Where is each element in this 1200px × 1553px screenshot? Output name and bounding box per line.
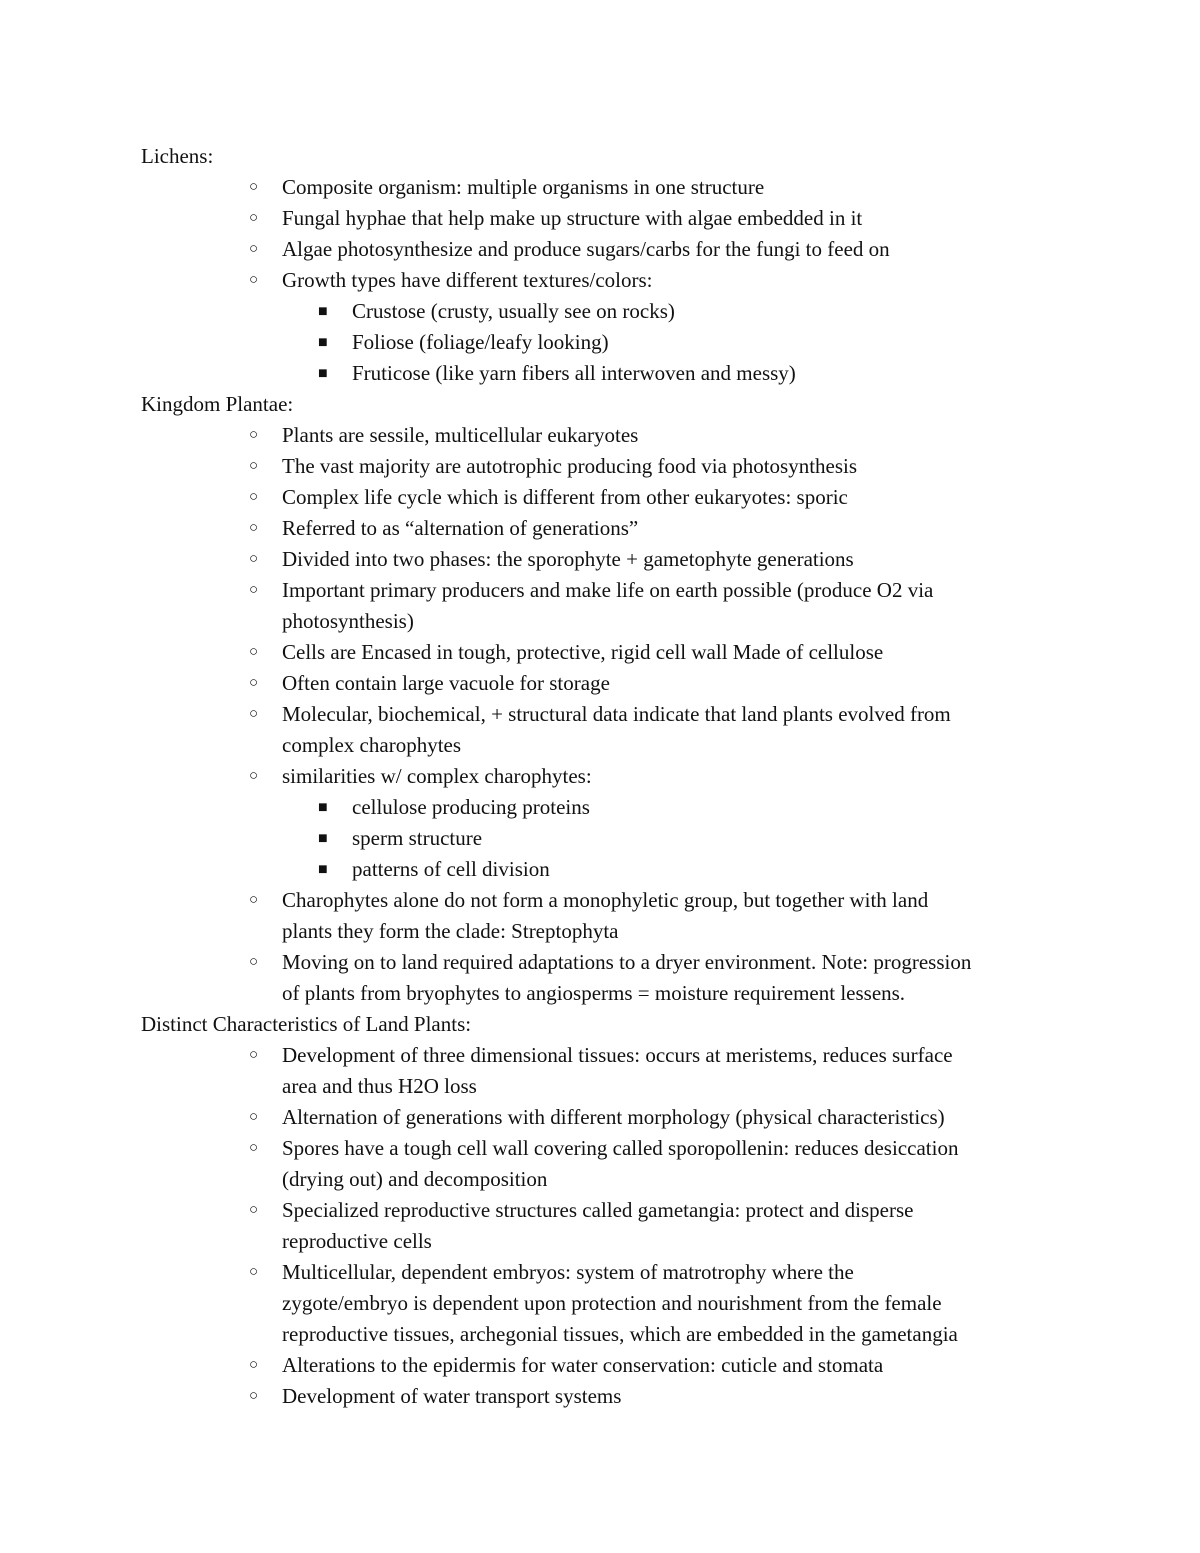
list-item-text: Plants are sessile, multicellular eukaryotes — [282, 423, 639, 447]
list-item-text: Charophytes alone do not form a monophyletic group, but together with land — [282, 888, 929, 912]
list-item-text: similarities w/ complex charophytes: — [282, 764, 592, 788]
list-item-text: Spores have a tough cell wall covering called sporopollenin: reduces desiccation — [282, 1136, 959, 1160]
list-item-text: Fungal hyphae that help make up structure with algae embedded in it — [282, 206, 863, 230]
list-item — [141, 482, 1071, 513]
sub-list-item — [141, 854, 1071, 885]
list-item-text: Molecular, biochemical, + structural data indicate that land plants evolved from — [282, 702, 951, 726]
filled-square-bullet-icon: ■ — [318, 830, 328, 847]
sub-list-item — [141, 358, 1071, 389]
filled-square-bullet-icon: ■ — [318, 334, 328, 351]
hollow-circle-bullet-icon: ○ — [249, 458, 259, 474]
section-heading: Distinct Characteristics of Land Plants: — [141, 1012, 472, 1036]
sub-list-item — [141, 327, 1071, 358]
list-item — [141, 1133, 1071, 1195]
list-item-text: plants they form the clade: Streptophyta — [282, 919, 619, 943]
list-item-text: reproductive cells — [282, 1229, 432, 1253]
list-item-text: Cells are Encased in tough, protective, rigid cell wall Made of cellulose — [282, 640, 884, 664]
list-item — [141, 1040, 1071, 1102]
list-item — [141, 1257, 1071, 1350]
list-item-text: The vast majority are autotrophic producing food via photosynthesis — [282, 454, 858, 478]
list-item-text: Referred to as “alternation of generations” — [282, 516, 639, 540]
filled-square-bullet-icon: ■ — [318, 303, 328, 320]
list-item-text: (drying out) and decomposition — [282, 1167, 548, 1191]
list-item-text: Development of three dimensional tissues: occurs at meristems, reduces surface — [282, 1043, 953, 1067]
list-item — [141, 1195, 1071, 1257]
list-item-text: Alternation of generations with different morphology (physical characteristics) — [282, 1105, 945, 1129]
list-item — [141, 761, 1071, 792]
list-item — [141, 544, 1071, 575]
list-item-text: Moving on to land required adaptations to a dryer environment. Note: progression — [282, 950, 972, 974]
list-item-text: complex charophytes — [282, 733, 462, 757]
hollow-circle-bullet-icon: ○ — [249, 644, 259, 660]
document-content — [141, 141, 1071, 1412]
list-item — [141, 234, 1071, 265]
list-item-text: Composite organism: multiple organisms in one structure — [282, 175, 765, 199]
sub-list-item — [141, 792, 1071, 823]
hollow-circle-bullet-icon: ○ — [249, 179, 259, 195]
filled-square-bullet-icon: ■ — [318, 861, 328, 878]
list-item — [141, 699, 1071, 761]
list-item — [141, 265, 1071, 296]
filled-square-bullet-icon: ■ — [318, 365, 328, 382]
sub-list-item-text: Fruticose (like yarn fibers all interwoven and messy) — [352, 361, 796, 385]
list-item — [141, 575, 1071, 637]
hollow-circle-bullet-icon: ○ — [249, 210, 259, 226]
hollow-circle-bullet-icon: ○ — [249, 892, 259, 908]
hollow-circle-bullet-icon: ○ — [249, 551, 259, 567]
sub-list-item-text: cellulose producing proteins — [352, 795, 590, 819]
hollow-circle-bullet-icon: ○ — [249, 706, 259, 722]
list-item-text: reproductive tissues, archegonial tissues, which are embedded in the gametangia — [282, 1322, 958, 1346]
hollow-circle-bullet-icon: ○ — [249, 427, 259, 443]
list-item-text: Growth types have different textures/colors: — [282, 268, 653, 292]
sub-list-item-text: sperm structure — [352, 826, 483, 850]
section-heading: Kingdom Plantae: — [141, 392, 294, 416]
hollow-circle-bullet-icon: ○ — [249, 768, 259, 784]
hollow-circle-bullet-icon: ○ — [249, 1140, 259, 1156]
list-item — [141, 885, 1071, 947]
sub-list-item — [141, 823, 1071, 854]
list-item — [141, 1381, 1071, 1412]
list-item-text: Alterations to the epidermis for water conservation: cuticle and stomata — [282, 1353, 884, 1377]
list-item — [141, 513, 1071, 544]
list-item-text: Complex life cycle which is different from other eukaryotes: sporic — [282, 485, 848, 509]
hollow-circle-bullet-icon: ○ — [249, 1357, 259, 1373]
list-item-text: Specialized reproductive structures called gametangia: protect and disperse — [282, 1198, 914, 1222]
hollow-circle-bullet-icon: ○ — [249, 520, 259, 536]
filled-square-bullet-icon: ■ — [318, 799, 328, 816]
list-item — [141, 947, 1071, 1009]
list-item-text: Development of water transport systems — [282, 1384, 622, 1408]
sub-list-item — [141, 296, 1071, 327]
list-item — [141, 1102, 1071, 1133]
hollow-circle-bullet-icon: ○ — [249, 675, 259, 691]
list-item-text: Multicellular, dependent embryos: system of matrotrophy where the — [282, 1260, 854, 1284]
section-heading: Lichens: — [141, 144, 214, 168]
hollow-circle-bullet-icon: ○ — [249, 1388, 259, 1404]
list-item-text: photosynthesis) — [282, 609, 414, 633]
list-item — [141, 1350, 1071, 1381]
hollow-circle-bullet-icon: ○ — [249, 1109, 259, 1125]
list-item — [141, 451, 1071, 482]
hollow-circle-bullet-icon: ○ — [249, 241, 259, 257]
list-item-text: Often contain large vacuole for storage — [282, 671, 610, 695]
list-item-text: area and thus H2O loss — [282, 1074, 477, 1098]
hollow-circle-bullet-icon: ○ — [249, 489, 259, 505]
list-item — [141, 172, 1071, 203]
sub-list-item-text: Crustose (crusty, usually see on rocks) — [352, 299, 675, 323]
hollow-circle-bullet-icon: ○ — [249, 954, 259, 970]
list-item — [141, 668, 1071, 699]
list-item-text: of plants from bryophytes to angiosperms = moisture requirement lessens. — [282, 981, 906, 1005]
hollow-circle-bullet-icon: ○ — [249, 1047, 259, 1063]
hollow-circle-bullet-icon: ○ — [249, 1202, 259, 1218]
list-item — [141, 203, 1071, 234]
list-item — [141, 420, 1071, 451]
list-item-text: zygote/embryo is dependent upon protection and nourishment from the female — [282, 1291, 942, 1315]
sub-list-item-text: Foliose (foliage/leafy looking) — [352, 330, 609, 354]
hollow-circle-bullet-icon: ○ — [249, 272, 259, 288]
hollow-circle-bullet-icon: ○ — [249, 1264, 259, 1280]
list-item — [141, 637, 1071, 668]
sub-list-item-text: patterns of cell division — [352, 857, 550, 881]
hollow-circle-bullet-icon: ○ — [249, 582, 259, 598]
list-item-text: Divided into two phases: the sporophyte + gametophyte generations — [282, 547, 854, 571]
list-item-text: Important primary producers and make life on earth possible (produce O2 via — [282, 578, 934, 602]
list-item-text: Algae photosynthesize and produce sugars/carbs for the fungi to feed on — [282, 237, 890, 261]
